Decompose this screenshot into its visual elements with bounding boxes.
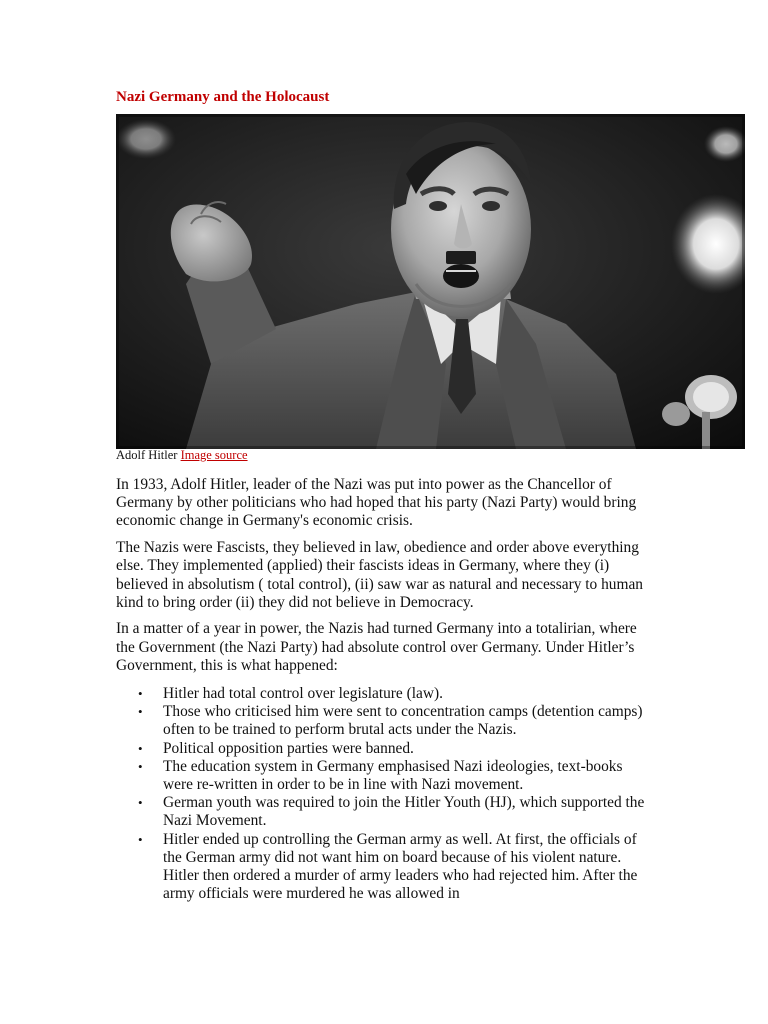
photo-caption xyxy=(116,447,248,463)
page-title: Nazi Germany and the Holocaust xyxy=(116,89,330,105)
list-item: • The education system in Germany emphasised Nazi ideologies, text-books were re-written in order to be in line with Nazi movement. xyxy=(163,758,656,794)
list-item: • Political opposition parties were banned. xyxy=(163,740,656,758)
paragraph: In a matter of a year in power, the Nazis had turned Germany into a totalirian, where the Government (the Nazi Party) had absolute control over Germany. Under Hitler’s Government, this is what happened: xyxy=(116,620,637,674)
image-source-link[interactable]: Image source xyxy=(180,448,248,462)
paragraph: The Nazis were Fascists, they believed in law, obedience and order above everything else. They implemented (applied) their fascists ideas in Germany, where they (i) believed in absolutism ( total control), (ii) saw war as natural and necessary to human kind to bring order (ii) they did not believe in Democracy. xyxy=(116,539,643,611)
caption-text: Adolf Hitler xyxy=(116,448,178,462)
paragraph: In 1933, Adolf Hitler, leader of the Nazi was put into power as the Chancellor of Germany by other politicians who had hoped that his party (Nazi Party) would bring economic change in Germany's economic crisis. xyxy=(116,476,637,530)
photo-image xyxy=(116,114,745,449)
list-item: • Hitler ended up controlling the German army as well. At first, the officials of the German army did not want him on board because of his violent nature. Hitler then ordered a murder of army leaders who had rejected him. After the army officials were murdered he was allowed in xyxy=(163,831,656,904)
bullet-list xyxy=(116,685,656,903)
article-body xyxy=(116,476,656,903)
hitler-photo xyxy=(116,114,745,449)
list-item: • Hitler had total control over legislature (law). xyxy=(163,685,656,703)
list-item: • Those who criticised him were sent to concentration camps (detention camps) often to be trained to perform brutal acts under the Nazis. xyxy=(163,703,656,739)
face-shape xyxy=(391,122,531,317)
list-item: • German youth was required to join the Hitler Youth (HJ), which supported the Nazi Movement. xyxy=(163,794,656,830)
